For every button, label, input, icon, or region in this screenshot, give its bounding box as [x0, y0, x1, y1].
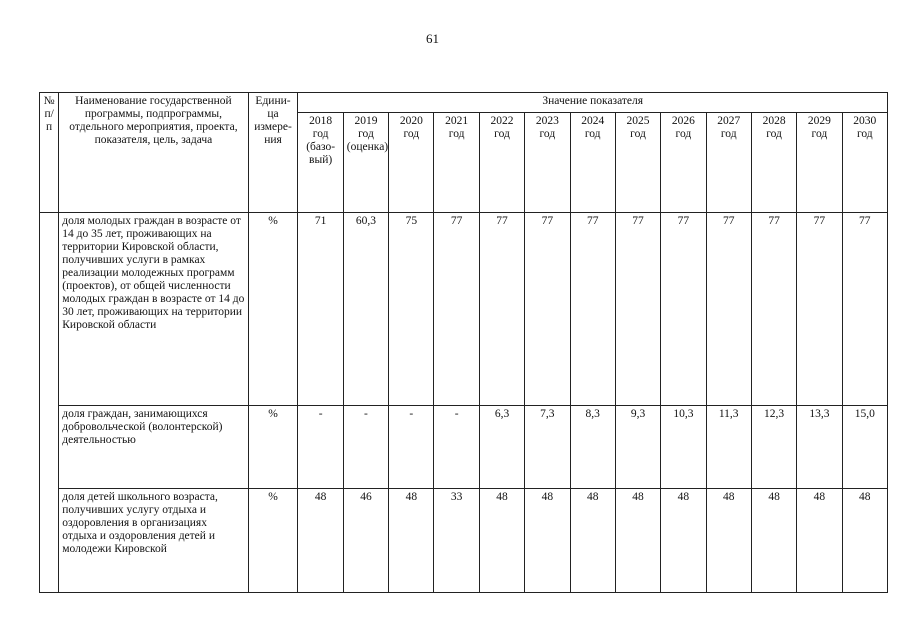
indicator-value: 77 — [706, 213, 751, 406]
indicator-value: 60,3 — [343, 213, 388, 406]
header-year: 2018 год (базо-вый) — [298, 113, 343, 213]
page-number: 61 — [426, 31, 439, 46]
header-year: 2026 год — [661, 113, 706, 213]
indicator-value: 12,3 — [751, 406, 796, 489]
header-year: 2028 год — [751, 113, 796, 213]
indicator-value: 77 — [751, 213, 796, 406]
indicator-value: 6,3 — [479, 406, 524, 489]
indicator-value: 75 — [389, 213, 434, 406]
indicator-value: 77 — [525, 213, 570, 406]
indicator-value: 77 — [842, 213, 887, 406]
indicator-value: 11,3 — [706, 406, 751, 489]
indicator-value: 10,3 — [661, 406, 706, 489]
indicator-value: 77 — [661, 213, 706, 406]
row-num-cell — [40, 213, 59, 593]
header-year: 2022 год — [479, 113, 524, 213]
indicator-value: - — [298, 406, 343, 489]
indicator-value: 48 — [842, 489, 887, 593]
indicator-value: 48 — [570, 489, 615, 593]
indicator-value: 48 — [751, 489, 796, 593]
table-row — [40, 213, 888, 406]
indicator-name: доля молодых граждан в возрасте от 14 до 35 лет, проживающих на территории Кировской области, получивших услуги в рамках реализации молодежных программ (проектов), от общей численности молодых граждан в возрасте от 14 до 30 лет, проживающих на территории Кировской области — [59, 213, 248, 406]
indicator-value: 77 — [434, 213, 479, 406]
indicator-value: 13,3 — [797, 406, 842, 489]
indicator-value: - — [434, 406, 479, 489]
header-year: 2023 год — [525, 113, 570, 213]
header-year: 2024 год — [570, 113, 615, 213]
header-year: 2029 год — [797, 113, 842, 213]
indicator-unit: % — [248, 489, 298, 593]
header-year: 2030 год — [842, 113, 887, 213]
indicator-value: 48 — [615, 489, 660, 593]
indicator-value: 48 — [298, 489, 343, 593]
indicator-value: 71 — [298, 213, 343, 406]
indicator-unit: % — [248, 406, 298, 489]
indicator-value: 15,0 — [842, 406, 887, 489]
header-year: 2027 год — [706, 113, 751, 213]
indicator-value: 8,3 — [570, 406, 615, 489]
header-year: 2020 год — [389, 113, 434, 213]
header-unit: Едини-ца измере-ния — [248, 93, 298, 213]
indicator-value: - — [389, 406, 434, 489]
indicator-value: 48 — [525, 489, 570, 593]
indicator-unit: % — [248, 213, 298, 406]
indicator-name: доля граждан, занимающихся добровольческой (волонтерской) деятельностью — [59, 406, 248, 489]
table-row — [40, 406, 888, 489]
indicator-value: 48 — [661, 489, 706, 593]
table-row — [40, 489, 888, 593]
indicator-value: 9,3 — [615, 406, 660, 489]
indicator-value: 7,3 — [525, 406, 570, 489]
indicator-value: 48 — [389, 489, 434, 593]
header-year: 2021 год — [434, 113, 479, 213]
indicator-value: 48 — [797, 489, 842, 593]
header-num: № п/п — [40, 93, 59, 213]
indicator-name: доля детей школьного возраста, получивших услугу отдыха и оздоровления в организациях отдыха и оздоровления детей и молодежи Кировской — [59, 489, 248, 593]
indicator-value: 77 — [479, 213, 524, 406]
indicator-value: 77 — [570, 213, 615, 406]
indicator-value: - — [343, 406, 388, 489]
indicator-value: 77 — [797, 213, 842, 406]
indicator-value: 46 — [343, 489, 388, 593]
header-values-group: Значение показателя — [298, 93, 888, 113]
indicator-value: 48 — [706, 489, 751, 593]
header-year: 2019 год (оценка) — [343, 113, 388, 213]
header-year: 2025 год — [615, 113, 660, 213]
indicators-table — [39, 92, 888, 593]
indicator-value: 77 — [615, 213, 660, 406]
indicator-value: 33 — [434, 489, 479, 593]
indicator-value: 48 — [479, 489, 524, 593]
header-name: Наименование государственной программы, подпрограммы, отдельного мероприятия, проекта, показателя, цель, задача — [59, 93, 248, 213]
